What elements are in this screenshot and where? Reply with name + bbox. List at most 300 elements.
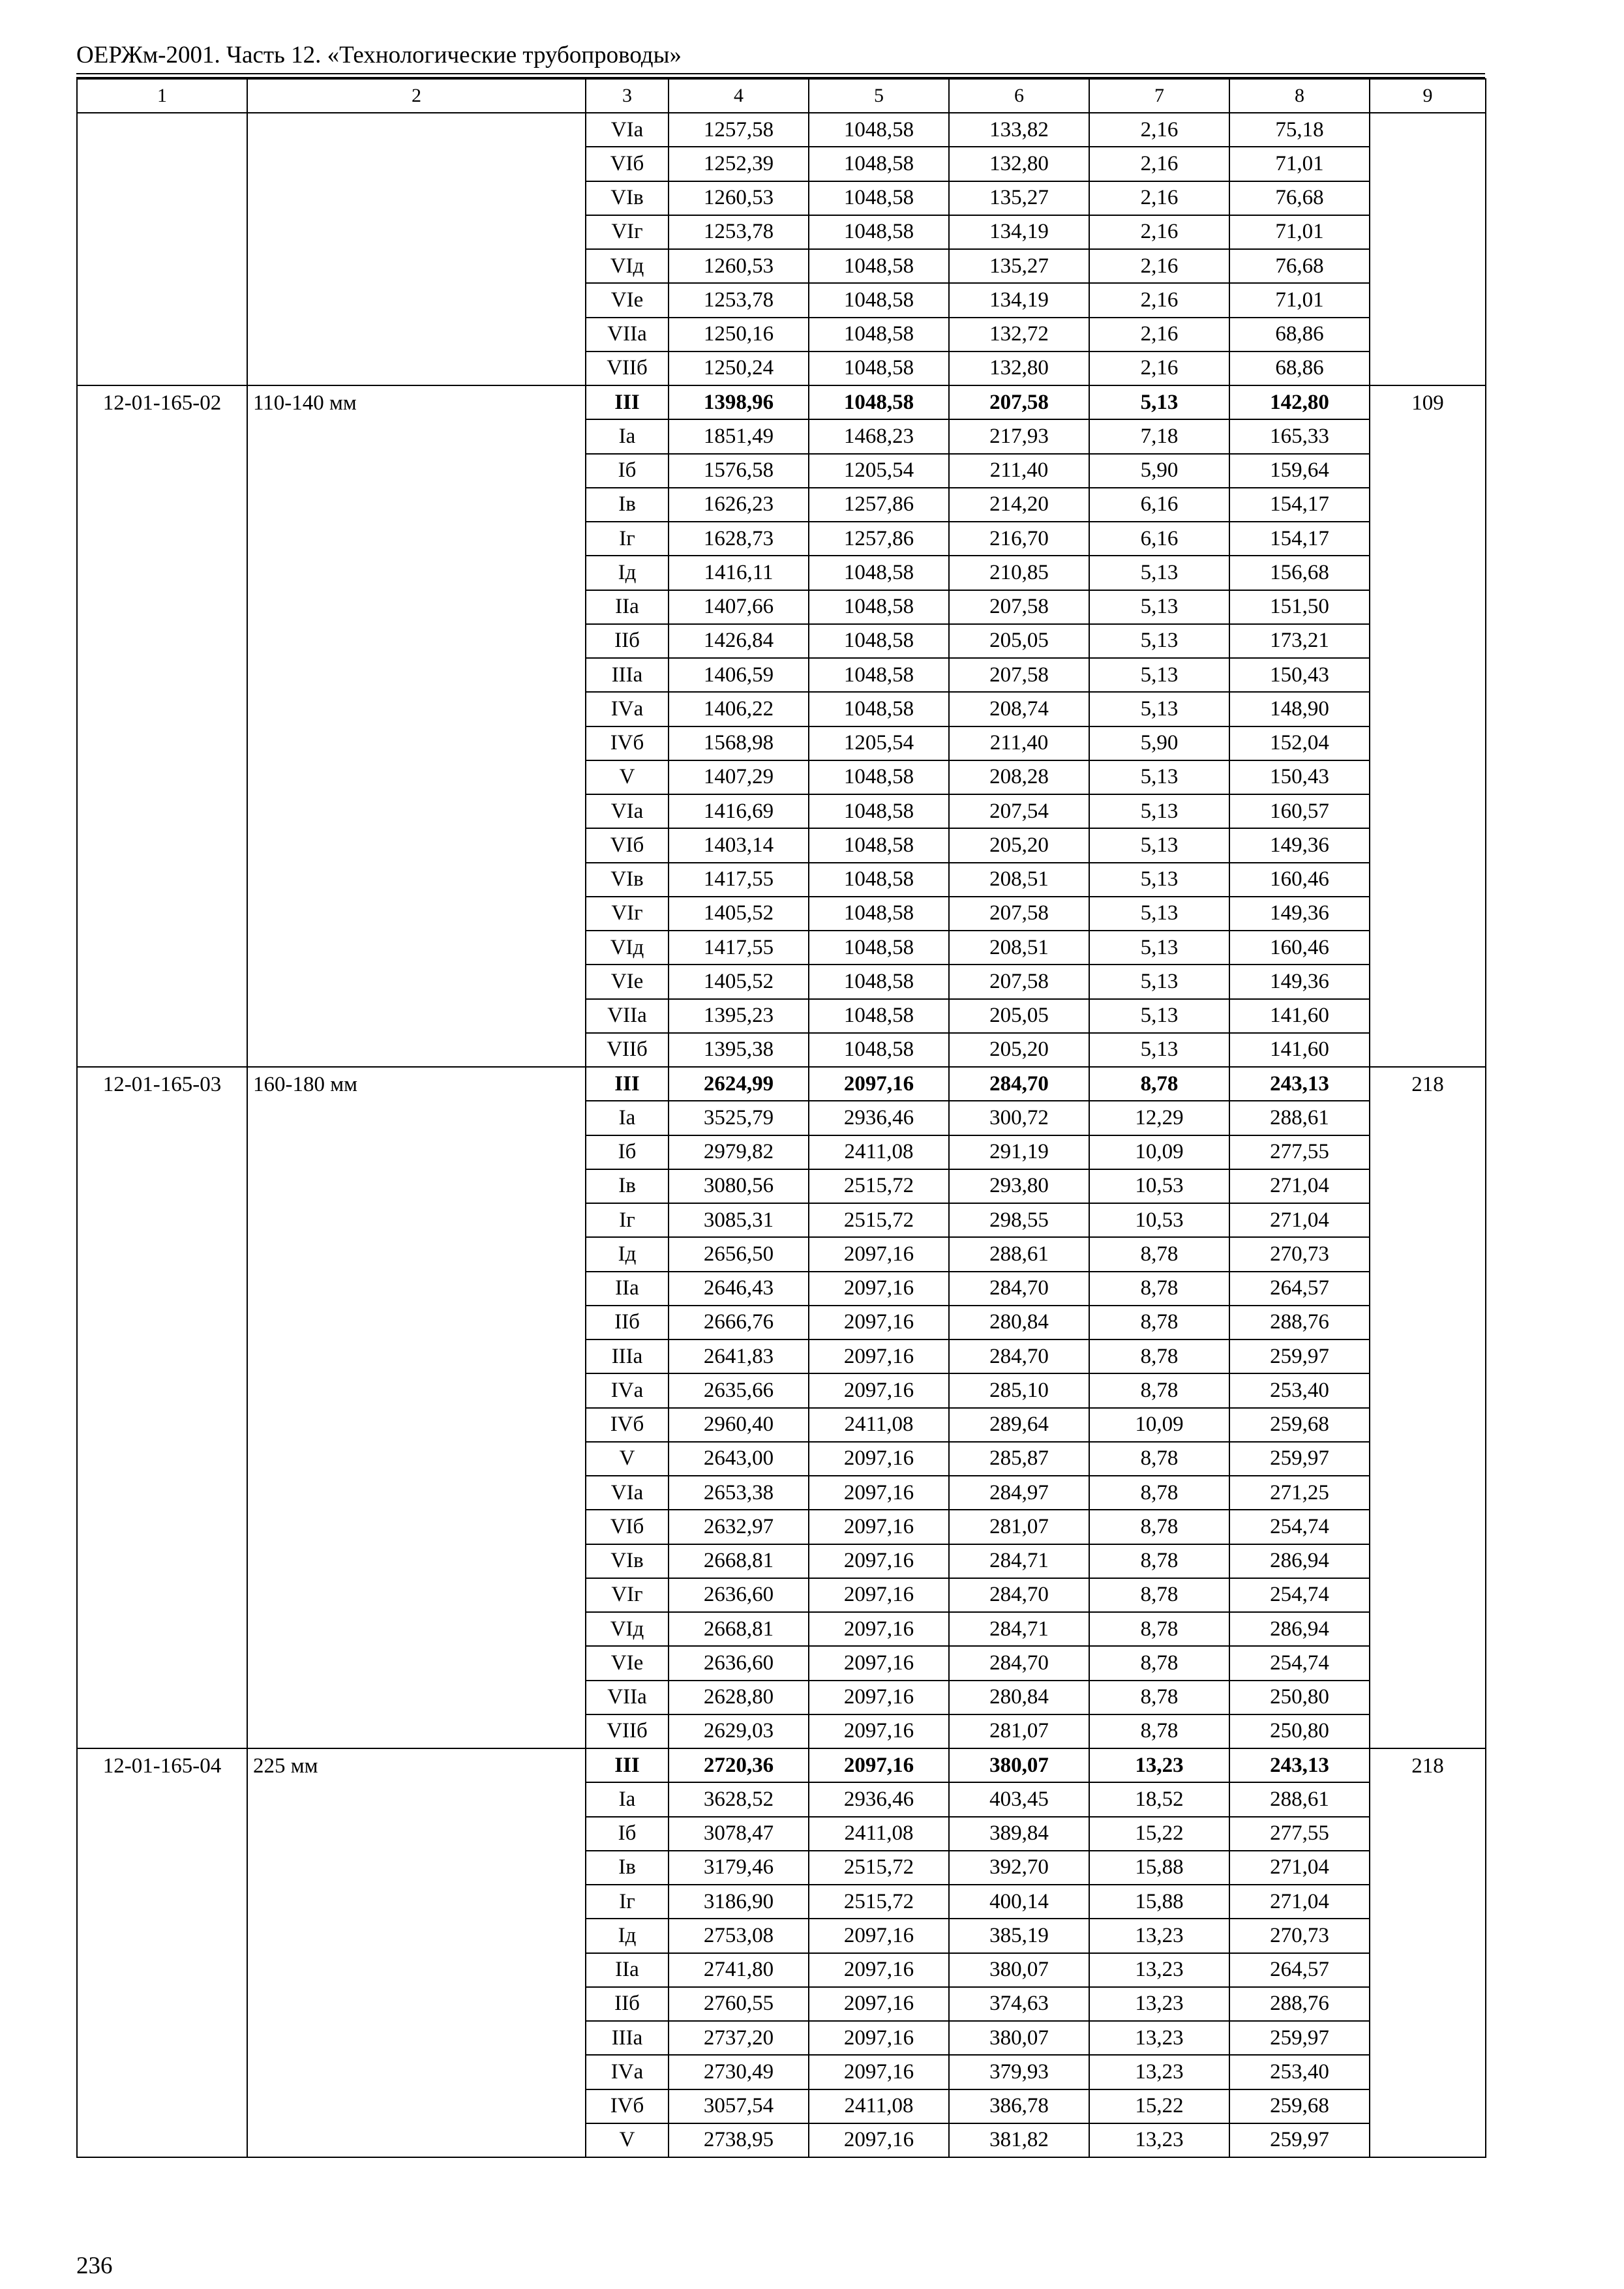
value-cell: 253,40 [1229, 2055, 1370, 2089]
value-cell: 1048,58 [809, 1033, 949, 1067]
value-cell: 2097,16 [809, 1578, 949, 1612]
region-code-cell: IIа [586, 1272, 669, 1306]
value-cell: 15,22 [1089, 2089, 1229, 2123]
value-cell: 12,29 [1089, 1101, 1229, 1135]
value-cell: 259,97 [1229, 2021, 1370, 2055]
value-cell: 2097,16 [809, 1714, 949, 1748]
region-code-cell: VIIб [586, 1714, 669, 1748]
value-cell: 205,05 [949, 624, 1089, 658]
value-cell: 284,70 [949, 1272, 1089, 1306]
value-cell: 71,01 [1229, 215, 1370, 249]
value-cell: 386,78 [949, 2089, 1089, 2123]
value-cell: 1395,38 [669, 1033, 809, 1067]
value-cell: 1048,58 [809, 147, 949, 181]
value-cell: 10,53 [1089, 1203, 1229, 1237]
region-code-cell: VIа [586, 1476, 669, 1510]
region-code-cell: III [586, 1748, 669, 1782]
region-code-cell: Iв [586, 488, 669, 522]
value-cell: 286,94 [1229, 1544, 1370, 1578]
value-cell: 1205,54 [809, 454, 949, 488]
value-cell: 208,51 [949, 863, 1089, 897]
value-cell: 5,13 [1089, 760, 1229, 794]
value-cell: 7,18 [1089, 419, 1229, 453]
value-cell: 13,23 [1089, 1953, 1229, 1987]
value-cell: 8,78 [1089, 1578, 1229, 1612]
value-cell: 133,82 [949, 113, 1089, 147]
value-cell: 2097,16 [809, 1748, 949, 1782]
item-code-cell: 12-01-165-04 [77, 1748, 247, 2157]
value-cell: 2656,50 [669, 1237, 809, 1271]
value-cell: 288,61 [1229, 1782, 1370, 1816]
value-cell: 2628,80 [669, 1681, 809, 1714]
value-cell: 2666,76 [669, 1306, 809, 1339]
value-cell: 132,72 [949, 318, 1089, 352]
value-cell: 1048,58 [809, 556, 949, 590]
region-code-cell: VIв [586, 1544, 669, 1578]
region-code-cell: VIIб [586, 1033, 669, 1067]
value-cell: 2097,16 [809, 1544, 949, 1578]
value-cell: 2097,16 [809, 1373, 949, 1407]
value-cell: 2760,55 [669, 1987, 809, 2021]
value-cell: 8,78 [1089, 1612, 1229, 1646]
value-cell: 152,04 [1229, 726, 1370, 760]
region-code-cell: VIIа [586, 999, 669, 1033]
value-cell: 1260,53 [669, 181, 809, 215]
value-cell: 2515,72 [809, 1885, 949, 1919]
value-cell: 286,94 [1229, 1612, 1370, 1646]
region-code-cell: V [586, 760, 669, 794]
value-cell: 1048,58 [809, 692, 949, 726]
value-cell: 10,09 [1089, 1408, 1229, 1442]
value-cell: 392,70 [949, 1851, 1089, 1885]
value-cell: 2097,16 [809, 1339, 949, 1373]
region-code-cell: IVб [586, 1408, 669, 1442]
value-cell: 259,97 [1229, 1339, 1370, 1373]
value-cell: 1576,58 [669, 454, 809, 488]
value-cell: 2738,95 [669, 2123, 809, 2157]
value-cell: 1407,29 [669, 760, 809, 794]
value-cell: 2936,46 [809, 1101, 949, 1135]
value-cell: 173,21 [1229, 624, 1370, 658]
value-cell: 160,46 [1229, 931, 1370, 965]
value-cell: 259,97 [1229, 2123, 1370, 2157]
value-cell: 2097,16 [809, 2055, 949, 2089]
value-cell: 1253,78 [669, 283, 809, 317]
region-code-cell: VIб [586, 1510, 669, 1544]
value-cell: 141,60 [1229, 1033, 1370, 1067]
value-cell: 1048,58 [809, 965, 949, 998]
value-cell: 389,84 [949, 1817, 1089, 1851]
value-cell: 3078,47 [669, 1817, 809, 1851]
region-code-cell: VIе [586, 1646, 669, 1680]
value-cell: 76,68 [1229, 181, 1370, 215]
value-cell: 1252,39 [669, 147, 809, 181]
value-cell: 2097,16 [809, 1987, 949, 2021]
value-cell: 5,90 [1089, 726, 1229, 760]
value-cell: 380,07 [949, 2021, 1089, 2055]
region-code-cell: Iа [586, 419, 669, 453]
value-cell: 5,13 [1089, 590, 1229, 624]
value-cell: 379,93 [949, 2055, 1089, 2089]
value-cell: 3057,54 [669, 2089, 809, 2123]
column-number: 7 [1089, 79, 1229, 113]
page-header-title: ОЕРЖм-2001. Часть 12. «Технологические трубопроводы» [76, 42, 682, 68]
value-cell: 2,16 [1089, 352, 1229, 385]
value-cell: 277,55 [1229, 1817, 1370, 1851]
value-cell: 264,57 [1229, 1953, 1370, 1987]
value-cell: 1568,98 [669, 726, 809, 760]
value-cell: 2,16 [1089, 147, 1229, 181]
value-cell: 1205,54 [809, 726, 949, 760]
value-cell: 259,68 [1229, 2089, 1370, 2123]
region-code-cell: IVб [586, 726, 669, 760]
value-cell: 280,84 [949, 1306, 1089, 1339]
value-cell: 1048,58 [809, 658, 949, 692]
value-cell: 1260,53 [669, 249, 809, 283]
item-size-cell: 110-140 мм [247, 385, 586, 1067]
value-cell: 254,74 [1229, 1578, 1370, 1612]
region-code-cell: Iд [586, 1237, 669, 1271]
value-cell: 293,80 [949, 1169, 1089, 1203]
value-cell: 8,78 [1089, 1306, 1229, 1339]
value-cell: 1468,23 [809, 419, 949, 453]
value-cell: 148,90 [1229, 692, 1370, 726]
value-cell: 254,74 [1229, 1510, 1370, 1544]
value-cell: 385,19 [949, 1919, 1089, 1952]
value-cell: 288,61 [1229, 1101, 1370, 1135]
value-cell: 8,78 [1089, 1373, 1229, 1407]
region-code-cell: Iб [586, 1817, 669, 1851]
value-cell: 207,58 [949, 658, 1089, 692]
value-cell: 13,23 [1089, 1987, 1229, 2021]
value-cell: 2730,49 [669, 2055, 809, 2089]
value-cell: 5,13 [1089, 863, 1229, 897]
table-body [77, 79, 1486, 2157]
value-cell: 2,16 [1089, 215, 1229, 249]
region-code-cell: IVа [586, 1373, 669, 1407]
value-cell: 150,43 [1229, 658, 1370, 692]
value-cell: 3080,56 [669, 1169, 809, 1203]
value-cell: 288,76 [1229, 1306, 1370, 1339]
region-code-cell: VIе [586, 965, 669, 998]
value-cell: 10,09 [1089, 1135, 1229, 1169]
region-code-cell: VIIб [586, 352, 669, 385]
region-code-cell: Iд [586, 1919, 669, 1952]
value-cell: 8,78 [1089, 1067, 1229, 1101]
labor-cost-cell: 218 [1370, 1748, 1486, 2157]
value-cell: 289,64 [949, 1408, 1089, 1442]
value-cell: 271,04 [1229, 1885, 1370, 1919]
value-cell: 2629,03 [669, 1714, 809, 1748]
value-cell: 284,71 [949, 1612, 1089, 1646]
value-cell: 160,46 [1229, 863, 1370, 897]
value-cell: 2097,16 [809, 1476, 949, 1510]
value-cell: 1257,86 [809, 488, 949, 522]
value-cell: 284,70 [949, 1067, 1089, 1101]
value-cell: 271,04 [1229, 1203, 1370, 1237]
region-code-cell: VIг [586, 215, 669, 249]
value-cell: 15,88 [1089, 1885, 1229, 1919]
column-number: 4 [669, 79, 809, 113]
value-cell: 3525,79 [669, 1101, 809, 1135]
value-cell: 280,84 [949, 1681, 1089, 1714]
region-code-cell: VIб [586, 828, 669, 862]
value-cell: 71,01 [1229, 283, 1370, 317]
value-cell: 2097,16 [809, 1306, 949, 1339]
region-code-cell: VIа [586, 113, 669, 147]
value-cell: 400,14 [949, 1885, 1089, 1919]
value-cell: 5,13 [1089, 965, 1229, 998]
region-code-cell: VIе [586, 283, 669, 317]
region-code-cell: Iв [586, 1169, 669, 1203]
value-cell: 76,68 [1229, 249, 1370, 283]
item-size-cell [247, 113, 586, 385]
value-cell: 149,36 [1229, 965, 1370, 998]
region-code-cell: IIIа [586, 2021, 669, 2055]
value-cell: 380,07 [949, 1953, 1089, 1987]
value-cell: 208,74 [949, 692, 1089, 726]
value-cell: 1250,16 [669, 318, 809, 352]
value-cell: 2097,16 [809, 1067, 949, 1101]
value-cell: 208,51 [949, 931, 1089, 965]
region-code-cell: IIIа [586, 1339, 669, 1373]
value-cell: 151,50 [1229, 590, 1370, 624]
value-cell: 1048,58 [809, 352, 949, 385]
value-cell: 3628,52 [669, 1782, 809, 1816]
value-cell: 1250,24 [669, 352, 809, 385]
value-cell: 271,04 [1229, 1169, 1370, 1203]
region-code-cell: Iв [586, 1851, 669, 1885]
region-code-cell: VIб [586, 147, 669, 181]
value-cell: 284,70 [949, 1578, 1089, 1612]
column-number: 5 [809, 79, 949, 113]
value-cell: 210,85 [949, 556, 1089, 590]
value-cell: 284,97 [949, 1476, 1089, 1510]
value-cell: 1416,69 [669, 794, 809, 828]
value-cell: 281,07 [949, 1510, 1089, 1544]
region-code-cell: Iб [586, 454, 669, 488]
value-cell: 15,88 [1089, 1851, 1229, 1885]
value-cell: 2653,38 [669, 1476, 809, 1510]
value-cell: 250,80 [1229, 1714, 1370, 1748]
value-cell: 288,76 [1229, 1987, 1370, 2021]
value-cell: 207,58 [949, 385, 1089, 419]
value-cell: 5,13 [1089, 624, 1229, 658]
value-cell: 214,20 [949, 488, 1089, 522]
value-cell: 13,23 [1089, 2021, 1229, 2055]
value-cell: 5,13 [1089, 556, 1229, 590]
value-cell: 285,10 [949, 1373, 1089, 1407]
value-cell: 156,68 [1229, 556, 1370, 590]
value-cell: 8,78 [1089, 1544, 1229, 1578]
value-cell: 1048,58 [809, 181, 949, 215]
value-cell: 1407,66 [669, 590, 809, 624]
region-code-cell: III [586, 1067, 669, 1101]
value-cell: 13,23 [1089, 1919, 1229, 1952]
labor-cost-cell: 109 [1370, 385, 1486, 1067]
column-number: 3 [586, 79, 669, 113]
table-row [77, 1067, 1486, 1101]
value-cell: 68,86 [1229, 352, 1370, 385]
value-cell: 1417,55 [669, 931, 809, 965]
value-cell: 2668,81 [669, 1544, 809, 1578]
value-cell: 8,78 [1089, 1714, 1229, 1748]
item-code-cell: 12-01-165-02 [77, 385, 247, 1067]
value-cell: 298,55 [949, 1203, 1089, 1237]
value-cell: 2,16 [1089, 318, 1229, 352]
region-code-cell: VIа [586, 794, 669, 828]
value-cell: 271,25 [1229, 1476, 1370, 1510]
value-cell: 205,20 [949, 1033, 1089, 1067]
value-cell: 1406,59 [669, 658, 809, 692]
value-cell: 253,40 [1229, 1373, 1370, 1407]
region-code-cell: IVб [586, 2089, 669, 2123]
value-cell: 254,74 [1229, 1646, 1370, 1680]
value-cell: 135,27 [949, 181, 1089, 215]
value-cell: 217,93 [949, 419, 1089, 453]
region-code-cell: VIд [586, 249, 669, 283]
value-cell: 2741,80 [669, 1953, 809, 1987]
page-number: 236 [76, 2252, 113, 2279]
value-cell: 2720,36 [669, 1748, 809, 1782]
value-cell: 1048,58 [809, 318, 949, 352]
value-cell: 284,70 [949, 1646, 1089, 1680]
region-code-cell: IVа [586, 2055, 669, 2089]
value-cell: 259,97 [1229, 1442, 1370, 1476]
value-cell: 2636,60 [669, 1646, 809, 1680]
value-cell: 13,23 [1089, 2055, 1229, 2089]
value-cell: 2,16 [1089, 283, 1229, 317]
value-cell: 68,86 [1229, 318, 1370, 352]
column-number: 8 [1229, 79, 1370, 113]
value-cell: 160,57 [1229, 794, 1370, 828]
value-cell: 250,80 [1229, 1681, 1370, 1714]
value-cell: 3186,90 [669, 1885, 809, 1919]
value-cell: 2097,16 [809, 1646, 949, 1680]
value-cell: 243,13 [1229, 1067, 1370, 1101]
value-cell: 5,13 [1089, 692, 1229, 726]
column-number: 1 [77, 79, 247, 113]
value-cell: 75,18 [1229, 113, 1370, 147]
value-cell: 1048,58 [809, 624, 949, 658]
item-size-cell: 160-180 мм [247, 1067, 586, 1748]
value-cell: 211,40 [949, 454, 1089, 488]
region-code-cell: IIа [586, 590, 669, 624]
value-cell: 374,63 [949, 1987, 1089, 2021]
item-code-cell [77, 113, 247, 385]
value-cell: 270,73 [1229, 1919, 1370, 1952]
value-cell: 142,80 [1229, 385, 1370, 419]
value-cell: 208,28 [949, 760, 1089, 794]
value-cell: 1416,11 [669, 556, 809, 590]
value-cell: 2411,08 [809, 2089, 949, 2123]
value-cell: 2960,40 [669, 1408, 809, 1442]
value-cell: 159,64 [1229, 454, 1370, 488]
value-cell: 2411,08 [809, 1408, 949, 1442]
value-cell: 10,53 [1089, 1169, 1229, 1203]
region-code-cell: IIб [586, 1306, 669, 1339]
column-number: 9 [1370, 79, 1486, 113]
region-code-cell: VIд [586, 931, 669, 965]
value-cell: 2411,08 [809, 1817, 949, 1851]
region-code-cell: IVа [586, 692, 669, 726]
value-cell: 2515,72 [809, 1169, 949, 1203]
column-number: 2 [247, 79, 586, 113]
value-cell: 2,16 [1089, 181, 1229, 215]
value-cell: 134,19 [949, 283, 1089, 317]
value-cell: 207,54 [949, 794, 1089, 828]
value-cell: 243,13 [1229, 1748, 1370, 1782]
value-cell: 1048,58 [809, 931, 949, 965]
value-cell: 2097,16 [809, 1510, 949, 1544]
value-cell: 2936,46 [809, 1782, 949, 1816]
value-cell: 1048,58 [809, 283, 949, 317]
table-row [77, 113, 1486, 147]
value-cell: 1048,58 [809, 760, 949, 794]
value-cell: 135,27 [949, 249, 1089, 283]
region-code-cell: Iг [586, 1203, 669, 1237]
value-cell: 300,72 [949, 1101, 1089, 1135]
value-cell: 264,57 [1229, 1272, 1370, 1306]
value-cell: 259,68 [1229, 1408, 1370, 1442]
value-cell: 2097,16 [809, 1272, 949, 1306]
value-cell: 2097,16 [809, 1612, 949, 1646]
value-cell: 2097,16 [809, 2021, 949, 2055]
labor-cost-cell [1370, 113, 1486, 385]
value-cell: 380,07 [949, 1748, 1089, 1782]
value-cell: 2097,16 [809, 1919, 949, 1952]
value-cell: 2737,20 [669, 2021, 809, 2055]
region-code-cell: IIIа [586, 658, 669, 692]
region-code-cell: Iд [586, 556, 669, 590]
value-cell: 134,19 [949, 215, 1089, 249]
region-code-cell: VIIа [586, 1681, 669, 1714]
value-cell: 2624,99 [669, 1067, 809, 1101]
value-cell: 8,78 [1089, 1272, 1229, 1306]
value-cell: 1626,23 [669, 488, 809, 522]
value-cell: 1048,58 [809, 215, 949, 249]
value-cell: 150,43 [1229, 760, 1370, 794]
value-cell: 2646,43 [669, 1272, 809, 1306]
value-cell: 1405,52 [669, 897, 809, 931]
value-cell: 5,13 [1089, 999, 1229, 1033]
value-cell: 165,33 [1229, 419, 1370, 453]
value-cell: 2641,83 [669, 1339, 809, 1373]
value-cell: 1048,58 [809, 897, 949, 931]
value-cell: 1048,58 [809, 794, 949, 828]
value-cell: 1048,58 [809, 385, 949, 419]
header-rule-top [76, 73, 1485, 74]
value-cell: 15,22 [1089, 1817, 1229, 1851]
value-cell: 5,13 [1089, 931, 1229, 965]
value-cell: 207,58 [949, 897, 1089, 931]
item-size-cell: 225 мм [247, 1748, 586, 2157]
value-cell: 2097,16 [809, 1953, 949, 1987]
value-cell: 3085,31 [669, 1203, 809, 1237]
region-code-cell: VIг [586, 1578, 669, 1612]
value-cell: 2411,08 [809, 1135, 949, 1169]
region-code-cell: IIб [586, 1987, 669, 2021]
region-code-cell: V [586, 2123, 669, 2157]
value-cell: 2632,97 [669, 1510, 809, 1544]
value-cell: 2668,81 [669, 1612, 809, 1646]
value-cell: 1628,73 [669, 522, 809, 556]
value-cell: 1426,84 [669, 624, 809, 658]
value-cell: 1405,52 [669, 965, 809, 998]
value-cell: 2097,16 [809, 1442, 949, 1476]
value-cell: 2515,72 [809, 1203, 949, 1237]
value-cell: 8,78 [1089, 1442, 1229, 1476]
